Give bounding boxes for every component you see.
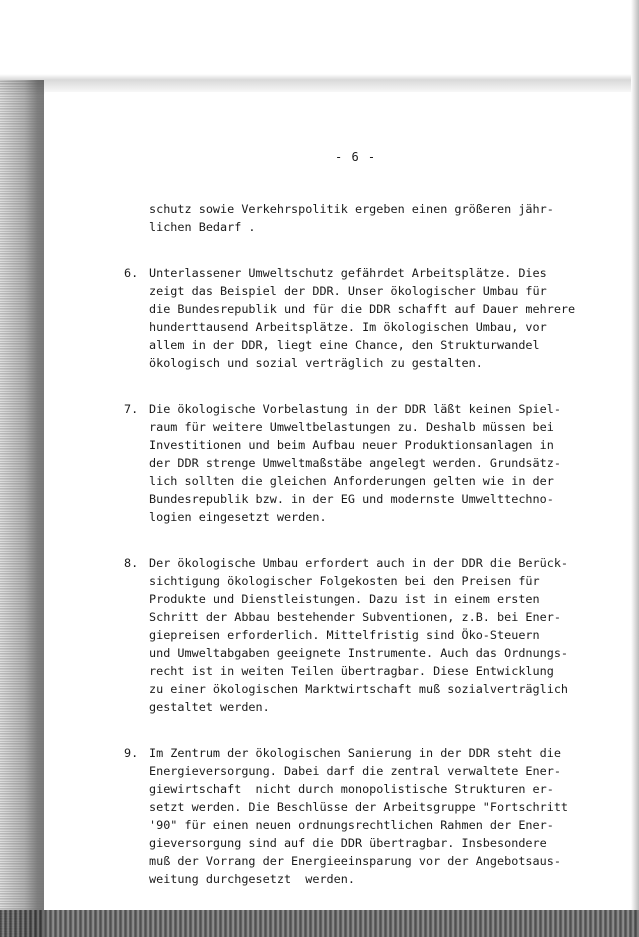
scan-left-edge (0, 80, 44, 937)
text-line: schutz sowie Verkehrspolitik ergeben einen größeren jähr- (149, 202, 554, 216)
item-number: 6. (124, 266, 139, 280)
text-line: Bundesrepublik bzw. in der EG und modernste Umwelttechno- (149, 492, 554, 506)
item-number: 9. (124, 746, 139, 760)
text-line: giepreisen erforderlich. Mittelfristig sind Öko-Steuern (149, 628, 540, 642)
text-line: gieversorgung sind auf die DDR übertragbar. Insbesondere (149, 836, 547, 850)
document-body (124, 200, 584, 916)
text-line: lichen Bedarf . (149, 220, 256, 234)
text-line: Produkte und Dienstleistungen. Dazu ist in einem ersten (149, 592, 540, 606)
text-line: gestaltet werden. (149, 700, 270, 714)
scan-right-edge (631, 0, 639, 937)
text-line: giewirtschaft nicht durch monopolistische Strukturen er- (149, 782, 554, 796)
text-line: Der ökologische Umbau erfordert auch in der DDR die Berück- (149, 556, 569, 570)
scan-top-edge (0, 0, 639, 95)
numbered-item-6 (124, 264, 584, 372)
text-line: zu einer ökologischen Marktwirtschaft muß sozialverträglich (149, 682, 569, 696)
numbered-item-9 (124, 744, 584, 888)
item-text (149, 554, 584, 716)
text-line: sichtigung ökologischer Folgekosten bei den Preisen für (149, 574, 540, 588)
item-number: 7. (124, 402, 139, 416)
text-line: Schritt der Abbau bestehender Subventionen, z.B. bei Ener- (149, 610, 561, 624)
text-line: die Bundesrepublik und für die DDR schafft auf Dauer mehrere (149, 302, 576, 316)
text-line: raum für weitere Umweltbelastungen zu. Deshalb müssen bei (149, 420, 554, 434)
item-text (149, 400, 584, 526)
text-line: recht ist in weiten Teilen übertragbar. Diese Entwicklung (149, 664, 554, 678)
text-line: logien eingesetzt werden. (149, 510, 327, 524)
item-number: 8. (124, 556, 139, 570)
text-line: Die ökologische Vorbelastung in der DDR läßt keinen Spiel- (149, 402, 561, 416)
text-line: Investitionen und beim Aufbau neuer Produktionsanlagen in (149, 438, 554, 452)
text-line: '90" für einen neuen ordnungsrechtlichen Rahmen der Ener- (149, 818, 554, 832)
text-line: ökologisch und sozial verträglich zu gestalten. (149, 356, 483, 370)
item-text (149, 744, 584, 888)
continuation-paragraph (124, 200, 584, 236)
text-line: weitung durchgesetzt werden. (149, 872, 355, 886)
item-text (149, 264, 584, 372)
numbered-item-8 (124, 554, 584, 716)
text-line: und Umweltabgaben geeignete Instrumente. Auch das Ordnungs- (149, 646, 569, 660)
text-line: setzt werden. Die Beschlüsse der Arbeitsgruppe "Fortschritt (149, 800, 569, 814)
page-number: - 6 - (335, 150, 377, 164)
text-line: der DDR strenge Umweltmaßstäbe angelegt werden. Grundsätz- (149, 456, 561, 470)
text-line: allem in der DDR, liegt eine Chance, den Strukturwandel (149, 338, 540, 352)
numbered-item-7 (124, 400, 584, 526)
text-line: Im Zentrum der ökologischen Sanierung in der DDR steht die (149, 746, 561, 760)
text-line: hunderttausend Arbeitsplätze. Im ökologischen Umbau, vor (149, 320, 547, 334)
text-line: Energieversorgung. Dabei darf die zentral verwaltete Ener- (149, 764, 561, 778)
text-line: lich sollten die gleichen Anforderungen gelten wie in der (149, 474, 554, 488)
text-line: muß der Vorrang der Energieeinsparung vor der Angebotsaus- (149, 854, 561, 868)
text-line: zeigt das Beispiel der DDR. Unser ökologischer Umbau für (149, 284, 547, 298)
text-line: Unterlassener Umweltschutz gefährdet Arbeitsplätze. Dies (149, 266, 547, 280)
